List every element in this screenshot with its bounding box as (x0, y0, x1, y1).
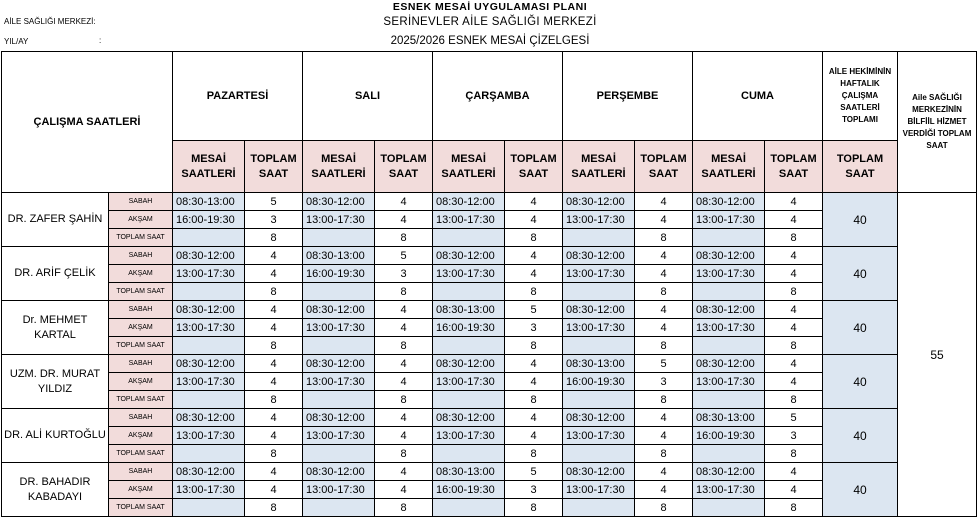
aksam-total: 4 (765, 481, 823, 499)
aksam-total: 4 (245, 481, 303, 499)
day-total: 8 (635, 391, 693, 409)
empty-cell (693, 445, 765, 463)
sabah-total: 4 (245, 301, 303, 319)
sabah-hours: 08:30-12:00 (173, 247, 245, 265)
aksam-total: 3 (505, 319, 563, 337)
sabah-hours: 08:30-12:00 (693, 463, 765, 481)
empty-cell (563, 283, 635, 301)
day-header-3: PERŞEMBE (563, 52, 693, 141)
row-label-aksam: AKŞAM (109, 373, 173, 391)
weekly-total-header: AİLE HEKİMİNİN HAFTALIK ÇALIŞMA SAATLERİ TOPLAMI (823, 52, 898, 141)
aksam-total: 3 (765, 427, 823, 445)
aksam-hours: 16:00-19:30 (303, 265, 375, 283)
mesai-header: MESAİ SAATLERİ (173, 141, 245, 193)
sabah-total: 4 (765, 355, 823, 373)
aksam-total: 4 (375, 211, 433, 229)
day-total: 8 (635, 499, 693, 517)
row-label-toplam: TOPLAM SAAT (109, 337, 173, 355)
sabah-hours: 08:30-12:00 (563, 463, 635, 481)
aksam-total: 4 (635, 319, 693, 337)
weekly-total: 40 (823, 193, 898, 247)
sabah-total: 4 (635, 193, 693, 211)
empty-cell (173, 445, 245, 463)
sabah-total: 4 (635, 247, 693, 265)
sabah-hours: 08:30-12:00 (693, 301, 765, 319)
toplam-header: TOPLAM SAAT (765, 141, 823, 193)
sabah-hours: 08:30-13:00 (693, 409, 765, 427)
aksam-hours: 13:00-17:30 (693, 319, 765, 337)
row-label-toplam: TOPLAM SAAT (109, 445, 173, 463)
mesai-header: MESAİ SAATLERİ (563, 141, 635, 193)
aksam-hours: 13:00-17:30 (693, 265, 765, 283)
sabah-hours: 08:30-12:00 (433, 409, 505, 427)
empty-cell (693, 229, 765, 247)
day-total: 8 (635, 229, 693, 247)
aksam-total: 3 (635, 373, 693, 391)
sabah-hours: 08:30-12:00 (433, 247, 505, 265)
aksam-hours: 13:00-17:30 (173, 481, 245, 499)
aksam-hours: 13:00-17:30 (303, 373, 375, 391)
doctor-name: Dr. MEHMET KARTAL (2, 301, 109, 355)
empty-cell (303, 391, 375, 409)
aksam-hours: 13:00-17:30 (693, 373, 765, 391)
weekly-total: 40 (823, 409, 898, 463)
day-header-0: PAZARTESİ (173, 52, 303, 141)
sabah-total: 4 (375, 409, 433, 427)
calisma-saatleri-header: ÇALIŞMA SAATLERİ (2, 52, 173, 193)
day-total: 8 (245, 445, 303, 463)
sabah-total: 4 (245, 409, 303, 427)
aksam-hours: 13:00-17:30 (433, 211, 505, 229)
empty-cell (303, 445, 375, 463)
row-label-aksam: AKŞAM (109, 427, 173, 445)
day-total: 8 (635, 445, 693, 463)
empty-cell (433, 229, 505, 247)
row-label-aksam: AKŞAM (109, 211, 173, 229)
aksam-hours: 13:00-17:30 (433, 427, 505, 445)
empty-cell (433, 445, 505, 463)
sabah-total: 4 (765, 463, 823, 481)
aksam-hours: 13:00-17:30 (563, 211, 635, 229)
day-total: 8 (765, 391, 823, 409)
empty-cell (433, 337, 505, 355)
empty-cell (303, 499, 375, 517)
day-total: 8 (765, 337, 823, 355)
day-total: 8 (375, 445, 433, 463)
mesai-header: MESAİ SAATLERİ (433, 141, 505, 193)
sabah-hours: 08:30-12:00 (173, 355, 245, 373)
empty-cell (563, 337, 635, 355)
day-total: 8 (375, 283, 433, 301)
empty-cell (433, 391, 505, 409)
doctor-name: DR. ARİF ÇELİK (2, 247, 109, 301)
toplam-header: TOPLAM SAAT (635, 141, 693, 193)
empty-cell (563, 445, 635, 463)
aksam-total: 4 (505, 427, 563, 445)
aksam-total: 3 (375, 265, 433, 283)
sabah-hours: 08:30-12:00 (303, 463, 375, 481)
aksam-total: 3 (245, 211, 303, 229)
year-month-colon: : (99, 36, 102, 45)
row-label-toplam: TOPLAM SAAT (109, 391, 173, 409)
service-total: 55 (898, 193, 977, 517)
merkez-label: AİLE SAĞLIĞI MERKEZİ: (4, 17, 96, 26)
day-total: 8 (245, 337, 303, 355)
row-label-sabah: SABAH (109, 463, 173, 481)
empty-cell (173, 283, 245, 301)
sabah-hours: 08:30-12:00 (173, 409, 245, 427)
aksam-total: 4 (765, 319, 823, 337)
sabah-total: 4 (765, 247, 823, 265)
aksam-hours: 16:00-19:30 (433, 319, 505, 337)
aksam-hours: 13:00-17:30 (173, 427, 245, 445)
aksam-hours: 13:00-17:30 (173, 265, 245, 283)
day-total: 8 (635, 337, 693, 355)
aksam-total: 4 (375, 373, 433, 391)
sabah-total: 4 (505, 193, 563, 211)
sabah-hours: 08:30-13:00 (563, 355, 635, 373)
empty-cell (433, 499, 505, 517)
aksam-hours: 16:00-19:30 (173, 211, 245, 229)
schedule-table (1, 51, 977, 517)
sabah-hours: 08:30-12:00 (433, 193, 505, 211)
aksam-total: 4 (375, 427, 433, 445)
row-label-sabah: SABAH (109, 409, 173, 427)
weekly-total: 40 (823, 301, 898, 355)
sabah-hours: 08:30-12:00 (563, 301, 635, 319)
day-total: 8 (245, 229, 303, 247)
aksam-total: 4 (375, 481, 433, 499)
row-label-toplam: TOPLAM SAAT (109, 499, 173, 517)
doctor-name: DR. BAHADIR KABADAYI (2, 463, 109, 517)
empty-cell (433, 283, 505, 301)
row-label-sabah: SABAH (109, 247, 173, 265)
sabah-hours: 08:30-12:00 (563, 247, 635, 265)
center-name: SERİNEVLER AİLE SAĞLIĞI MERKEZİ (383, 16, 597, 28)
sabah-total: 5 (635, 355, 693, 373)
aksam-hours: 13:00-17:30 (303, 211, 375, 229)
aksam-hours: 13:00-17:30 (563, 319, 635, 337)
year-month-label: YIL/AY (4, 37, 29, 46)
aksam-hours: 13:00-17:30 (693, 211, 765, 229)
sabah-hours: 08:30-12:00 (173, 301, 245, 319)
day-total: 8 (765, 445, 823, 463)
aksam-total: 4 (245, 427, 303, 445)
toplam-header: TOPLAM SAAT (505, 141, 563, 193)
weekly-total: 40 (823, 463, 898, 517)
sabah-hours: 08:30-13:00 (303, 247, 375, 265)
weekly-total: 40 (823, 355, 898, 409)
doctor-name: DR. ZAFER ŞAHİN (2, 193, 109, 247)
mesai-header: MESAİ SAATLERİ (693, 141, 765, 193)
row-label-toplam: TOPLAM SAAT (109, 229, 173, 247)
sabah-total: 4 (375, 355, 433, 373)
sabah-hours: 08:30-12:00 (693, 355, 765, 373)
weekly-total: 40 (823, 247, 898, 301)
sabah-hours: 08:30-12:00 (693, 193, 765, 211)
sabah-hours: 08:30-13:00 (173, 193, 245, 211)
sabah-total: 4 (245, 463, 303, 481)
sabah-total: 4 (635, 409, 693, 427)
row-label-aksam: AKŞAM (109, 481, 173, 499)
day-total: 8 (505, 229, 563, 247)
aksam-total: 4 (635, 211, 693, 229)
row-label-aksam: AKŞAM (109, 319, 173, 337)
sabah-hours: 08:30-12:00 (303, 193, 375, 211)
sabah-total: 5 (765, 409, 823, 427)
empty-cell (693, 499, 765, 517)
sabah-hours: 08:30-12:00 (693, 247, 765, 265)
empty-cell (563, 391, 635, 409)
aksam-hours: 13:00-17:30 (563, 265, 635, 283)
day-header-4: CUMA (693, 52, 823, 141)
aksam-hours: 13:00-17:30 (303, 319, 375, 337)
day-total: 8 (505, 283, 563, 301)
day-total: 8 (505, 499, 563, 517)
day-total: 8 (635, 283, 693, 301)
sabah-total: 5 (505, 463, 563, 481)
aksam-hours: 13:00-17:30 (173, 319, 245, 337)
day-total: 8 (765, 499, 823, 517)
aksam-hours: 16:00-19:30 (433, 481, 505, 499)
sabah-total: 4 (375, 463, 433, 481)
sabah-total: 4 (635, 301, 693, 319)
doctor-name: UZM. DR. MURAT YILDIZ (2, 355, 109, 409)
aksam-total: 4 (635, 481, 693, 499)
day-total: 8 (245, 499, 303, 517)
aksam-total: 4 (505, 373, 563, 391)
sabah-hours: 08:30-12:00 (303, 355, 375, 373)
sabah-total: 5 (245, 193, 303, 211)
sabah-total: 4 (505, 247, 563, 265)
aksam-hours: 13:00-17:30 (433, 265, 505, 283)
sabah-hours: 08:30-12:00 (563, 409, 635, 427)
mesai-header: MESAİ SAATLERİ (303, 141, 375, 193)
toplam-header: TOPLAM SAAT (245, 141, 303, 193)
day-total: 8 (505, 391, 563, 409)
doctor-name: DR. ALİ KURTOĞLU (2, 409, 109, 463)
aksam-hours: 13:00-17:30 (563, 427, 635, 445)
day-total: 8 (375, 499, 433, 517)
empty-cell (303, 283, 375, 301)
empty-cell (173, 229, 245, 247)
day-total: 8 (765, 283, 823, 301)
aksam-hours: 13:00-17:30 (303, 481, 375, 499)
day-header-2: ÇARŞAMBA (433, 52, 563, 141)
row-label-toplam: TOPLAM SAAT (109, 283, 173, 301)
sabah-total: 4 (375, 193, 433, 211)
sabah-total: 5 (505, 301, 563, 319)
aksam-total: 4 (245, 319, 303, 337)
empty-cell (693, 391, 765, 409)
row-label-sabah: SABAH (109, 193, 173, 211)
schedule-title: 2025/2026 ESNEK MESAİ ÇİZELGESİ (390, 35, 590, 47)
aksam-total: 4 (245, 265, 303, 283)
aksam-total: 4 (765, 373, 823, 391)
aksam-hours: 16:00-19:30 (563, 373, 635, 391)
sabah-hours: 08:30-12:00 (173, 463, 245, 481)
service-total-header: Aile SAĞLIĞI MERKEZİNİN BİLFİİL HİZMET VERDİĞİ TOPLAM SAAT (898, 52, 977, 193)
aksam-hours: 13:00-17:30 (563, 481, 635, 499)
empty-cell (173, 499, 245, 517)
aksam-hours: 13:00-17:30 (173, 373, 245, 391)
aksam-total: 3 (505, 481, 563, 499)
aksam-hours: 13:00-17:30 (303, 427, 375, 445)
sabah-total: 4 (245, 247, 303, 265)
sabah-hours: 08:30-12:00 (303, 409, 375, 427)
row-label-sabah: SABAH (109, 301, 173, 319)
row-label-aksam: AKŞAM (109, 265, 173, 283)
aksam-hours: 13:00-17:30 (693, 481, 765, 499)
sabah-hours: 08:30-12:00 (563, 193, 635, 211)
sabah-total: 4 (765, 301, 823, 319)
sabah-total: 4 (765, 193, 823, 211)
row-label-sabah: SABAH (109, 355, 173, 373)
day-total: 8 (375, 391, 433, 409)
sabah-total: 4 (375, 301, 433, 319)
sabah-total: 4 (505, 409, 563, 427)
empty-cell (563, 499, 635, 517)
aksam-total: 4 (375, 319, 433, 337)
empty-cell (173, 391, 245, 409)
day-total: 8 (765, 229, 823, 247)
weekly-toplam-header: TOPLAM SAAT (823, 141, 898, 193)
empty-cell (693, 283, 765, 301)
aksam-total: 4 (505, 211, 563, 229)
aksam-hours: 16:00-19:30 (693, 427, 765, 445)
aksam-hours: 13:00-17:30 (433, 373, 505, 391)
sabah-total: 4 (635, 463, 693, 481)
aksam-total: 4 (765, 265, 823, 283)
empty-cell (173, 337, 245, 355)
sabah-total: 5 (375, 247, 433, 265)
document-title: ESNEK MESAİ UYGULAMASI PLANI (392, 1, 588, 13)
day-total: 8 (245, 283, 303, 301)
toplam-header: TOPLAM SAAT (375, 141, 433, 193)
day-total: 8 (505, 337, 563, 355)
aksam-total: 4 (765, 211, 823, 229)
day-total: 8 (375, 337, 433, 355)
sabah-hours: 08:30-12:00 (433, 355, 505, 373)
day-total: 8 (245, 391, 303, 409)
aksam-total: 4 (635, 265, 693, 283)
aksam-total: 4 (505, 265, 563, 283)
day-header-1: SALI (303, 52, 433, 141)
empty-cell (563, 229, 635, 247)
empty-cell (303, 337, 375, 355)
sabah-total: 4 (245, 355, 303, 373)
aksam-total: 4 (635, 427, 693, 445)
sabah-total: 4 (505, 355, 563, 373)
day-total: 8 (505, 445, 563, 463)
day-total: 8 (375, 229, 433, 247)
sabah-hours: 08:30-13:00 (433, 463, 505, 481)
empty-cell (303, 229, 375, 247)
sabah-hours: 08:30-12:00 (303, 301, 375, 319)
aksam-total: 4 (245, 373, 303, 391)
sabah-hours: 08:30-13:00 (433, 301, 505, 319)
empty-cell (693, 337, 765, 355)
